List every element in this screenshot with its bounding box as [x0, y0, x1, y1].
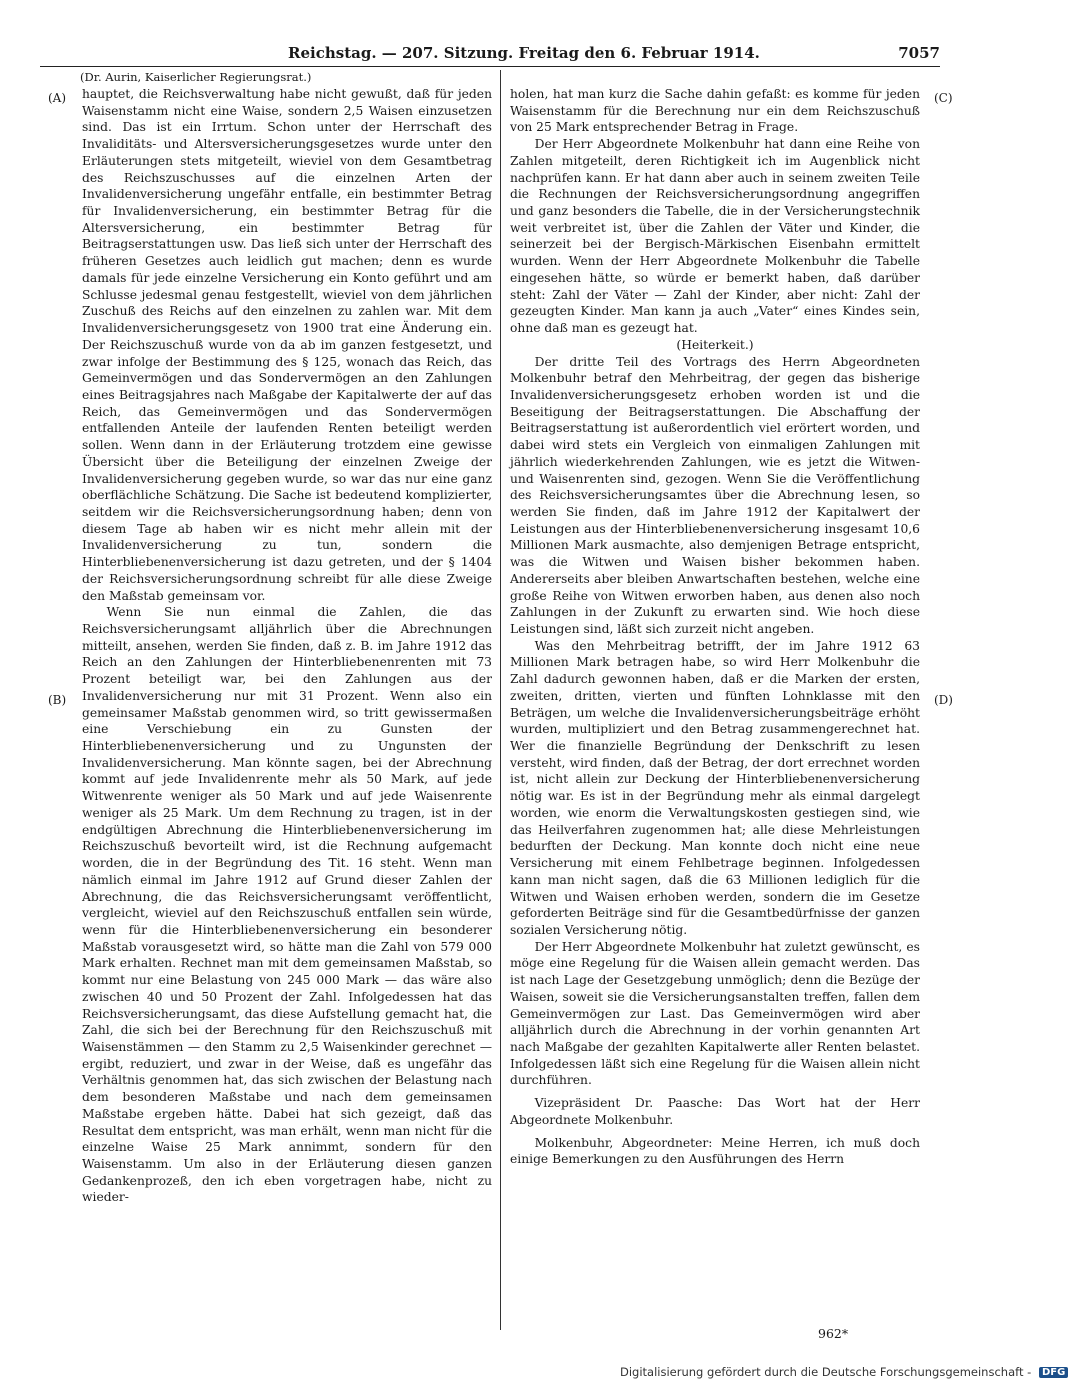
column-divider	[500, 70, 501, 1330]
digitization-text: Digitalisierung gefördert durch die Deutsche Forschungsgemeinschaft -	[620, 1365, 1032, 1379]
paragraph: Der Herr Abgeordnete Molkenbuhr hat zuletzt gewünscht, es möge eine Regelung für die Waisen allein gemacht werden. Das ist nach Lage der Gesetzgebung unmöglich; denn die Bezüge der Waisen, soweit sie die Versicherungsanstalten treffen, fallen dem Gemeinvermögen zur Last. Das Gemeinvermögen wird aber alljährlich durch die Abrechnung in der vorhin genannten Art nach Maßgabe der gezahlten Kapitalwerte aller Renten belastet. Infolgedessen läßt sich eine Regelung für die Waisen allein nicht durchführen.	[510, 939, 920, 1088]
page-number: 7057	[898, 44, 940, 62]
paragraph: Der Herr Abgeordnete Molkenbuhr hat dann eine Reihe von Zahlen mitgeteilt, deren Richtigkeit ich im Augenblick nicht nachprüfen kann. Er hat dann aber auch in seinem zweiten Teile die Rechnungen der Reichsversicherungsordnung angegriffen und ganz besonders die Tabelle, die in der Versicherungstechnik weit verbreitet ist, über die Zahlen der Väter und Kinder, die seinerzeit bei der Bergisch-Märkischen Eisenbahn ermittelt wurden. Wenn der Herr Abgeordnete Molkenbuhr die Tabelle eingesehen hätte, so würde er bemerkt haben, daß darüber steht: Zahl der Väter — Zahl der Kinder, aber nicht: Zahl der gezeugten Kinder. Man kann ja auch „Vater“ eines Kindes sein, ohne daß man es gezeugt hat.	[510, 137, 920, 336]
paragraph: holen, hat man kurz die Sache dahin gefaßt: es komme für jeden Waisenstamm für die Berechnung nur ein dem Reichszuschuß von 25 Mark entsprechender Betrag in Frage.	[510, 87, 920, 135]
speaker-turn: Vizepräsident Dr. Paasche: Das Wort hat der Herr Abgeordnete Molkenbuhr.	[510, 1096, 920, 1127]
paragraph: Wenn Sie nun einmal die Zahlen, die das Reichsversicherungsamt alljährlich über die Abrechnungen mitteilt, ansehen, werden Sie finden, daß z. B. im Jahre 1912 das Reich an den Zahlungen der Hinterbliebenenrenten mit 73 Prozent beteiligt war, bei den Zahlungen aus der Invalidenversicherung nur mit 31 Prozent. Wenn also ein gemeinsamer Maßstab genommen wird, so tritt gewissermaßen eine Verschiebung ein zu Gunsten der Hinterbliebenenversicherung und zu Ungunsten der Invalidenversicherung. Man könnte sagen, bei der Abrechnung kommt auf jede Invalidenrente mehr als 50 Mark, auf jede Witwenrente weniger als 50 Mark und auf jede Waisenrente weniger als 25 Mark. Um dem Rechnung zu tragen, ist in der endgültigen Abrechnung die Hinterbliebenenversicherung im Reichszuschuß bevorteilt wird, ist die Rechnung aufgemacht worden, die in der Begründung des Tit. 16 steht. Wenn man nämlich einmal im Jahre 1912 auf Grund dieser Zahlen der Abrechnung, die das Reichsversicherungsamt veröffentlicht, vergleicht, wieviel auf den Reichszuschuß entfallen sein würde, wenn für die Hinterbliebenenversicherung ein besonderer Maßstab vorausgesetzt wird, so hätte man die Zahl von 579 000 Mark erhalten. Rechnet man mit dem gemeinsamen Maßstab, so kommt nur eine Belastung von 245 000 Mark — das wäre also zwischen 40 und 50 Prozent der Zahl. Infolgedessen hat das Reichsversicherungsamt, das diese Aufstellung gemacht hat, die Zahl, die sich bei der Berechnung für den Reichszuschuß mit Waisenstämmen — den Stamm zu 2,5 Waisenkinder gerechnet — ergibt, reduziert, und zwar in der Weise, daß es ungefähr das Verhältnis genommen hat, das sich zwischen der Belastung nach dem besonderen Maßstabe und nach dem gemeinsamen Maßstabe ergeben hätte. Dabei hat sich gezeigt, daß das Resultat dem entspricht, was man erhält, wenn man nicht für die einzelne Waise 25 Mark annimmt, sondern für den Waisenstamm. Um also in der Erläuterung diesen ganzen Gedankenprozeß, den ich eben vorgetragen habe, nicht zu wieder-	[82, 605, 492, 1205]
margin-marker-d: (D)	[934, 693, 953, 707]
left-column	[82, 86, 492, 1206]
dfg-logo: DFG	[1039, 1367, 1068, 1378]
margin-marker-a: (A)	[48, 91, 67, 105]
page-header	[40, 44, 940, 67]
margin-marker-c: (C)	[934, 91, 953, 105]
sheet-number: 962*	[818, 1326, 849, 1341]
paragraph: Was den Mehrbeitrag betrifft, der im Jahre 1912 63 Millionen Mark betragen habe, so wird Herr Molkenbuhr die Zahl dadurch gewonnen haben, daß er die Marken der ersten, zweiten, dritten, vierten und fünften Lohnklasse mit den Beträgen, um welche die Invalidenversicherungsbeiträge erhöht wurden, multipliziert und den Betrag zusammengerechnet hat. Wer die finanzielle Begründung der Denkschrift zu lesen versteht, wird finden, daß der Betrag, der dort errechnet worden ist, nicht allein zur Deckung der Hinterbliebenenversicherung nötig war. Es ist in der Begründung mehr als einmal dargelegt worden, wie enorm die Verwaltungskosten gestiegen sind, wie das Heilverfahren zugenommen hat; alle diese Mehrleistungen bedurften der Deckung. Man konnte doch nicht eine neue Versicherung mit einem Fehlbetrage beginnen. Infolgedessen kann man nicht sagen, daß die 63 Millionen lediglich für die Witwen und Waisen erhoben werden, sondern die im Gesetze geforderten Beiträge sind für die Gesamtbedürfnisse der ganzen sozialen Versicherung nötig.	[510, 638, 920, 937]
page-title: Reichstag. — 207. Sitzung. Freitag den 6. Februar 1914.	[288, 44, 760, 62]
speaker-turn: Molkenbuhr, Abgeordneter: Meine Herren, ich muß doch einige Bemerkungen zu den Ausführungen des Herrn	[510, 1135, 920, 1167]
margin-marker-b: (B)	[48, 693, 67, 707]
paragraph: Der dritte Teil des Vortrags des Herrn Abgeordneten Molkenbuhr betraf den Mehrbeitrag, der gegen das bisherige Invalidenversicherungsgesetz erhoben worden ist und die Beseitigung der Beitragserstattungen. Die Abschaffung der Beitragserstattung ist außerordentlich viel erörtert worden, und dabei wird stets ein Vergleich von einmaligen Zahlungen mit jährlich wiederkehrenden Zahlungen, wie es jetzt die Witwen- und Waisenrenten sind, gezogen. Wenn Sie die Veröffentlichung des Reichsversicherungsamtes über die Abrechnung lesen, so werden Sie finden, daß im Jahre 1912 der Kapitalwert der Leistungen aus der Hinterbliebenenversicherung insgesamt 10,6 Millionen Mark ausmachte, also demjenigen Betrage entspricht, was die Witwen und Waisen bisher bekommen haben. Andererseits aber bleiben Anwartschaften bestehen, welche eine große Reihe von Witwen erworben haben, aus denen also noch Zahlungen in der Zukunft zu erwarten sind. Wie hoch diese Leistungen sind, läßt sich zurzeit nicht angeben.	[510, 354, 920, 636]
interjection: (Heiterkeit.)	[676, 337, 754, 352]
paragraph: hauptet, die Reichsverwaltung habe nicht gewußt, daß für jeden Waisenstamm nicht eine Waise, sondern 2,5 Waisen einzusetzen sind. Das ist ein Irrtum. Schon unter der Herrschaft des Invaliditäts- und Altersversicherungsgesetzes wurde unter den Erläuterungen stets mitgeteilt, wieviel von dem Gesamtbetrag des Reichszuschusses auf die einzelnen Arten der Invalidenversicherung ungefähr entfalle, ein bestimmter Betrag für Invalidenversicherung, ein bestimmter Betrag für die Altersversicherung, ein bestimmter Betrag für Beitragserstattungen usw. Das ließ sich unter der Herrschaft des früheren Gesetzes auch leidlich gut machen; denn es wurde damals für jede einzelne Versicherung ein Konto geführt und am Schlusse jedesmal genau festgestellt, wieviel von dem jährlichen Zuschuß des Reichs auf den einzelnen zu zahlen war. Mit dem Invalidenversicherungsgesetz von 1900 trat eine Änderung ein. Der Reichszuschuß wurde von da ab im ganzen festgesetzt, und zwar infolge der Bestimmung des § 125, wonach das Reich, das Gemeinvermögen und das Sondervermögen an den Zahlungen eines Beitragsjahres nach Maßgabe der Kapitalwerte der auf das Reich, das Gemeinvermögen und das Sondervermögen entfallenden Anteile der laufenden Renten beteiligt werden sollen. Wenn dann in der Erläuterung trotzdem eine gewisse Übersicht über die Beteiligung der einzelnen Zweige der Invalidenversicherung gegeben wurde, so war das nur eine ganz oberflächliche Schätzung. Die Sache ist bedeutend komplizierter, seitdem wir die Reichsversicherungsordnung haben; denn von diesem Tage ab haben wir es nicht mehr allein mit der Invalidenversicherung zu tun, sondern die Hinterbliebenenversicherung ist dazu getreten, und der § 1404 der Reichsversicherungsordnung schreibt für alle diese Zweige den Maßstab gemeinsam vor.	[82, 87, 492, 603]
digitization-note	[620, 1365, 1068, 1379]
speaker-note: (Dr. Aurin, Kaiserlicher Regierungsrat.)	[80, 70, 312, 84]
right-column	[510, 86, 920, 1168]
